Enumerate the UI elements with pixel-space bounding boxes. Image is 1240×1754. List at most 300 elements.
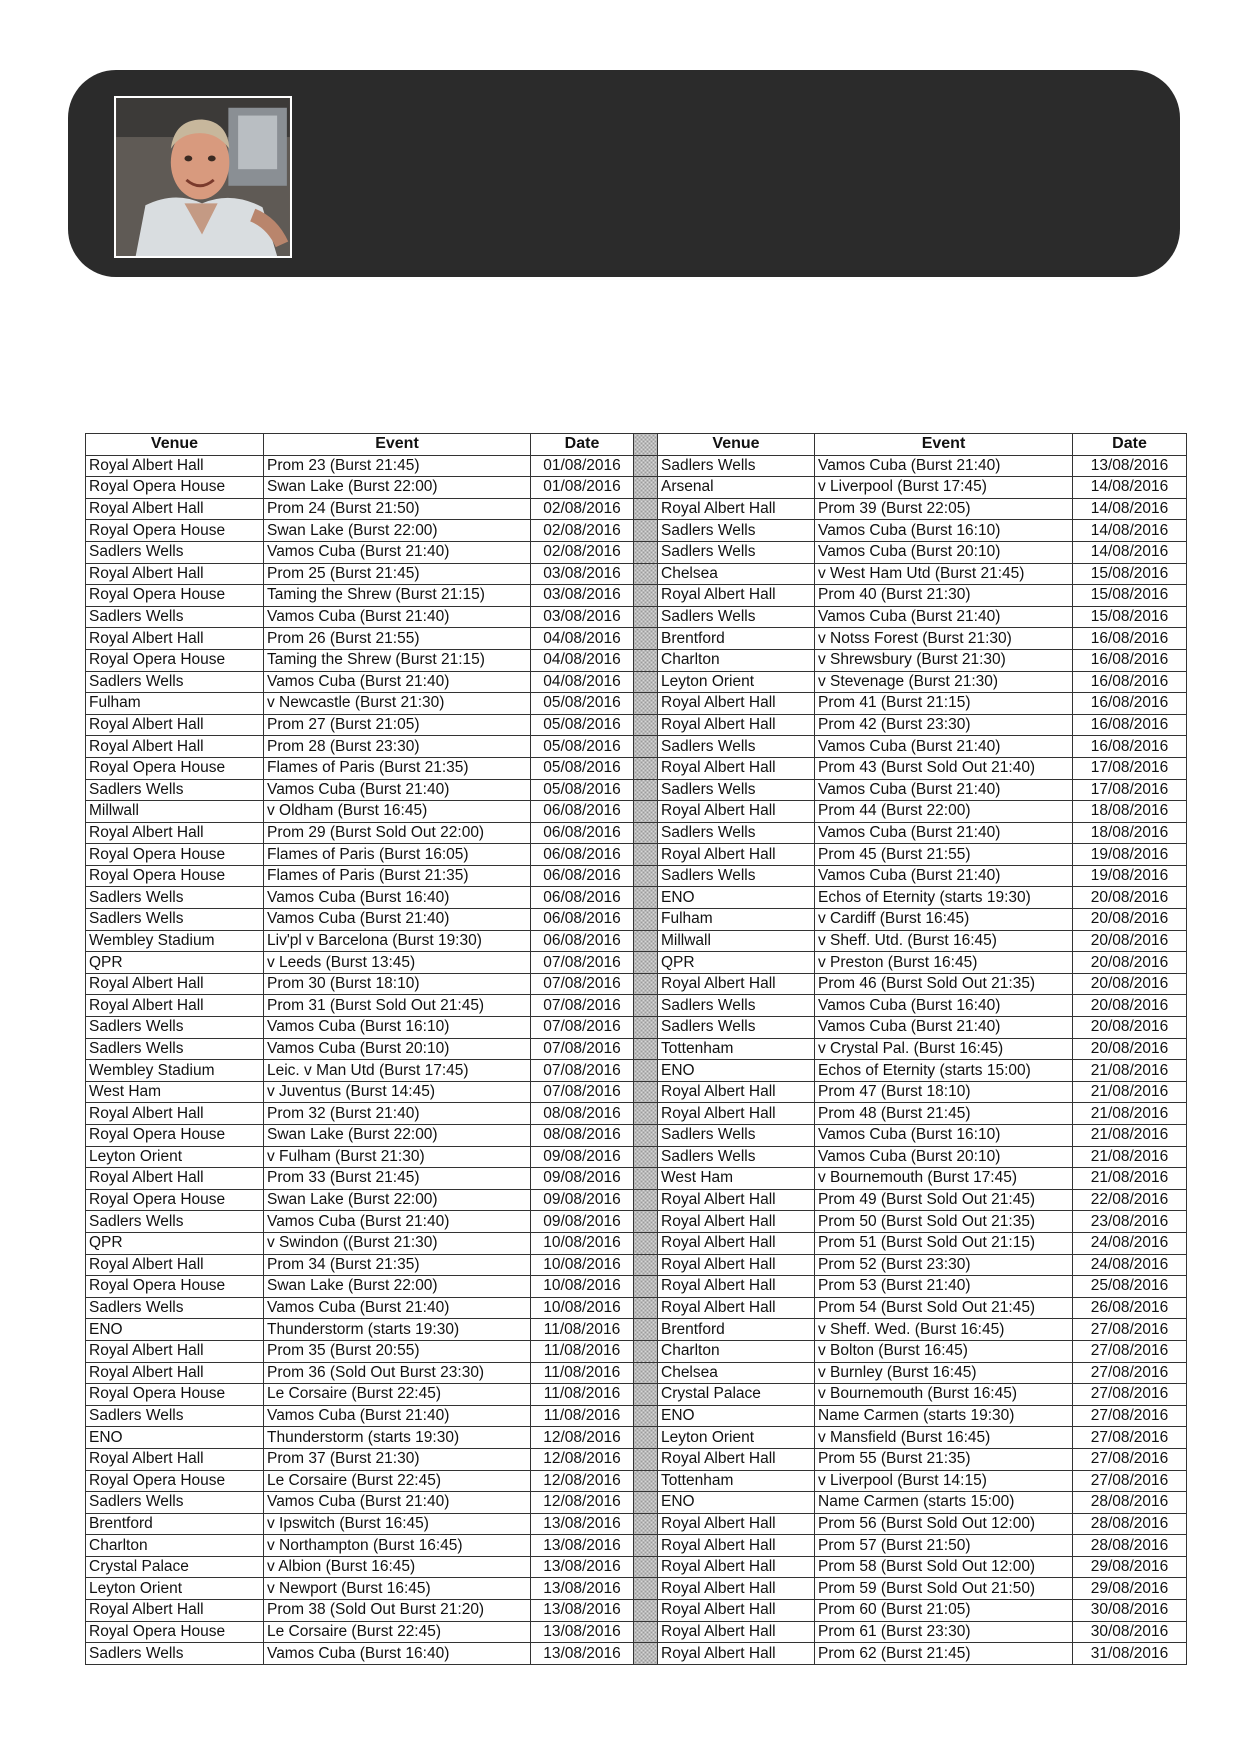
- event-cell: v Stevenage (Burst 21:30): [815, 671, 1073, 693]
- date-cell: 20/08/2016: [1073, 887, 1187, 909]
- date-cell: 08/08/2016: [531, 1125, 634, 1147]
- column-separator: [634, 649, 658, 671]
- table-row: [86, 1254, 1187, 1276]
- table-row: [86, 585, 1187, 607]
- venue-cell: Sadlers Wells: [86, 1211, 264, 1233]
- event-cell: Prom 38 (Sold Out Burst 21:20): [264, 1600, 531, 1622]
- column-separator: [634, 455, 658, 477]
- date-cell: 08/08/2016: [531, 1103, 634, 1125]
- date-cell: 28/08/2016: [1073, 1492, 1187, 1514]
- venue-cell: Royal Albert Hall: [658, 1189, 815, 1211]
- date-cell: 09/08/2016: [531, 1168, 634, 1190]
- venue-cell: ENO: [86, 1427, 264, 1449]
- date-cell: 10/08/2016: [531, 1276, 634, 1298]
- date-cell: 21/08/2016: [1073, 1125, 1187, 1147]
- venue-cell: Brentford: [658, 628, 815, 650]
- column-separator: [634, 1405, 658, 1427]
- event-cell: v Crystal Pal. (Burst 16:45): [815, 1038, 1073, 1060]
- date-cell: 12/08/2016: [531, 1492, 634, 1514]
- date-cell: 21/08/2016: [1073, 1168, 1187, 1190]
- event-cell: Prom 61 (Burst 23:30): [815, 1621, 1073, 1643]
- venue-cell: ENO: [658, 1405, 815, 1427]
- event-cell: v Ipswitch (Burst 16:45): [264, 1513, 531, 1535]
- event-cell: Swan Lake (Burst 22:00): [264, 477, 531, 499]
- date-cell: 16/08/2016: [1073, 671, 1187, 693]
- date-cell: 13/08/2016: [531, 1513, 634, 1535]
- venue-cell: Sadlers Wells: [86, 1017, 264, 1039]
- column-header-event: Event: [264, 434, 531, 456]
- venue-cell: Royal Opera House: [86, 1470, 264, 1492]
- column-separator: [634, 909, 658, 931]
- venue-cell: Royal Opera House: [86, 1276, 264, 1298]
- table-row: [86, 779, 1187, 801]
- date-cell: 14/08/2016: [1073, 541, 1187, 563]
- venue-cell: Royal Opera House: [86, 1621, 264, 1643]
- event-cell: v Bournemouth (Burst 17:45): [815, 1168, 1073, 1190]
- event-cell: Liv'pl v Barcelona (Burst 19:30): [264, 930, 531, 952]
- date-cell: 20/08/2016: [1073, 909, 1187, 931]
- date-cell: 24/08/2016: [1073, 1254, 1187, 1276]
- table-row: [86, 1513, 1187, 1535]
- date-cell: 12/08/2016: [531, 1427, 634, 1449]
- venue-cell: Chelsea: [658, 1362, 815, 1384]
- table-row: [86, 1427, 1187, 1449]
- date-cell: 17/08/2016: [1073, 779, 1187, 801]
- venue-cell: Royal Albert Hall: [658, 1578, 815, 1600]
- table-row: [86, 1319, 1187, 1341]
- column-separator: [634, 1600, 658, 1622]
- venue-cell: Millwall: [658, 930, 815, 952]
- date-cell: 21/08/2016: [1073, 1146, 1187, 1168]
- date-cell: 27/08/2016: [1073, 1405, 1187, 1427]
- column-header-date: Date: [531, 434, 634, 456]
- table-row: [86, 1340, 1187, 1362]
- column-separator: [634, 1125, 658, 1147]
- date-cell: 29/08/2016: [1073, 1556, 1187, 1578]
- venue-cell: Fulham: [86, 693, 264, 715]
- table-row: [86, 909, 1187, 931]
- venue-cell: Royal Albert Hall: [658, 1600, 815, 1622]
- venue-cell: Royal Albert Hall: [658, 1254, 815, 1276]
- profile-photo: [114, 96, 292, 258]
- event-cell: Swan Lake (Burst 22:00): [264, 520, 531, 542]
- venue-cell: QPR: [86, 1232, 264, 1254]
- column-separator: [634, 822, 658, 844]
- date-cell: 11/08/2016: [531, 1384, 634, 1406]
- column-separator: [634, 952, 658, 974]
- event-cell: Vamos Cuba (Burst 16:40): [264, 887, 531, 909]
- column-separator: [634, 1038, 658, 1060]
- date-cell: 09/08/2016: [531, 1146, 634, 1168]
- table-row: [86, 606, 1187, 628]
- venue-cell: Royal Opera House: [86, 585, 264, 607]
- event-cell: Prom 41 (Burst 21:15): [815, 693, 1073, 715]
- venue-cell: Sadlers Wells: [658, 455, 815, 477]
- column-separator: [634, 1297, 658, 1319]
- date-cell: 13/08/2016: [531, 1578, 634, 1600]
- date-cell: 12/08/2016: [531, 1448, 634, 1470]
- table-row: [86, 736, 1187, 758]
- event-cell: Vamos Cuba (Burst 21:40): [815, 822, 1073, 844]
- table-row: [86, 1621, 1187, 1643]
- event-cell: Vamos Cuba (Burst 16:40): [815, 995, 1073, 1017]
- venue-cell: Royal Albert Hall: [86, 1600, 264, 1622]
- table-row: [86, 801, 1187, 823]
- date-cell: 07/08/2016: [531, 1038, 634, 1060]
- event-cell: Prom 45 (Burst 21:55): [815, 844, 1073, 866]
- event-cell: v Fulham (Burst 21:30): [264, 1146, 531, 1168]
- date-cell: 10/08/2016: [531, 1297, 634, 1319]
- date-cell: 01/08/2016: [531, 455, 634, 477]
- date-cell: 13/08/2016: [531, 1556, 634, 1578]
- date-cell: 06/08/2016: [531, 822, 634, 844]
- event-cell: v Burnley (Burst 16:45): [815, 1362, 1073, 1384]
- column-separator: [634, 1556, 658, 1578]
- date-cell: 21/08/2016: [1073, 1081, 1187, 1103]
- table-row: [86, 628, 1187, 650]
- table-row: [86, 865, 1187, 887]
- venue-cell: Sadlers Wells: [658, 995, 815, 1017]
- event-cell: v Sheff. Wed. (Burst 16:45): [815, 1319, 1073, 1341]
- venue-cell: Royal Albert Hall: [86, 995, 264, 1017]
- column-separator: [634, 1362, 658, 1384]
- venue-cell: Royal Albert Hall: [658, 844, 815, 866]
- table-row: [86, 757, 1187, 779]
- venue-cell: West Ham: [658, 1168, 815, 1190]
- table-row: [86, 887, 1187, 909]
- event-cell: v Bournemouth (Burst 16:45): [815, 1384, 1073, 1406]
- column-separator: [634, 930, 658, 952]
- table-row: [86, 1060, 1187, 1082]
- event-cell: v Bolton (Burst 16:45): [815, 1340, 1073, 1362]
- event-cell: v Sheff. Utd. (Burst 16:45): [815, 930, 1073, 952]
- table-row: [86, 693, 1187, 715]
- date-cell: 05/08/2016: [531, 693, 634, 715]
- date-cell: 18/08/2016: [1073, 822, 1187, 844]
- venue-cell: ENO: [658, 1060, 815, 1082]
- event-cell: Prom 50 (Burst Sold Out 21:35): [815, 1211, 1073, 1233]
- table-row: [86, 1125, 1187, 1147]
- event-cell: Prom 27 (Burst 21:05): [264, 714, 531, 736]
- venue-cell: Royal Albert Hall: [658, 1513, 815, 1535]
- event-cell: v Newcastle (Burst 21:30): [264, 693, 531, 715]
- column-separator: [634, 865, 658, 887]
- table-row: [86, 1189, 1187, 1211]
- date-cell: 04/08/2016: [531, 671, 634, 693]
- event-cell: Prom 33 (Burst 21:45): [264, 1168, 531, 1190]
- event-cell: v Newport (Burst 16:45): [264, 1578, 531, 1600]
- date-cell: 19/08/2016: [1073, 865, 1187, 887]
- venue-cell: Royal Albert Hall: [86, 973, 264, 995]
- date-cell: 24/08/2016: [1073, 1232, 1187, 1254]
- venue-cell: Tottenham: [658, 1470, 815, 1492]
- event-cell: Le Corsaire (Burst 22:45): [264, 1470, 531, 1492]
- column-separator: [634, 1578, 658, 1600]
- venue-cell: Royal Albert Hall: [658, 1535, 815, 1557]
- date-cell: 05/08/2016: [531, 736, 634, 758]
- date-cell: 21/08/2016: [1073, 1103, 1187, 1125]
- date-cell: 04/08/2016: [531, 649, 634, 671]
- venue-cell: Royal Albert Hall: [86, 1448, 264, 1470]
- table-row: [86, 1276, 1187, 1298]
- column-header-date: Date: [1073, 434, 1187, 456]
- event-cell: Le Corsaire (Burst 22:45): [264, 1621, 531, 1643]
- date-cell: 15/08/2016: [1073, 585, 1187, 607]
- venue-cell: Royal Opera House: [86, 757, 264, 779]
- date-cell: 28/08/2016: [1073, 1513, 1187, 1535]
- column-separator: [634, 844, 658, 866]
- venue-cell: Royal Albert Hall: [658, 1643, 815, 1665]
- event-cell: Prom 62 (Burst 21:45): [815, 1643, 1073, 1665]
- column-separator: [634, 671, 658, 693]
- event-cell: Vamos Cuba (Burst 16:40): [264, 1643, 531, 1665]
- table-row: [86, 995, 1187, 1017]
- date-cell: 02/08/2016: [531, 520, 634, 542]
- date-cell: 22/08/2016: [1073, 1189, 1187, 1211]
- date-cell: 16/08/2016: [1073, 714, 1187, 736]
- event-cell: Prom 56 (Burst Sold Out 12:00): [815, 1513, 1073, 1535]
- date-cell: 03/08/2016: [531, 606, 634, 628]
- venue-cell: Sadlers Wells: [86, 671, 264, 693]
- event-cell: Swan Lake (Burst 22:00): [264, 1125, 531, 1147]
- date-cell: 13/08/2016: [531, 1621, 634, 1643]
- event-cell: Vamos Cuba (Burst 20:10): [264, 1038, 531, 1060]
- venue-cell: Royal Opera House: [86, 865, 264, 887]
- date-cell: 03/08/2016: [531, 563, 634, 585]
- table-row: [86, 714, 1187, 736]
- venue-cell: Royal Albert Hall: [658, 757, 815, 779]
- table-row: [86, 1081, 1187, 1103]
- column-separator: [634, 1448, 658, 1470]
- table-row: [86, 1492, 1187, 1514]
- date-cell: 20/08/2016: [1073, 952, 1187, 974]
- venue-cell: Sadlers Wells: [658, 1017, 815, 1039]
- column-separator: [634, 693, 658, 715]
- venue-cell: Royal Albert Hall: [86, 1168, 264, 1190]
- event-cell: Vamos Cuba (Burst 21:40): [264, 779, 531, 801]
- date-cell: 20/08/2016: [1073, 1038, 1187, 1060]
- event-cell: Vamos Cuba (Burst 21:40): [815, 1017, 1073, 1039]
- event-cell: Prom 40 (Burst 21:30): [815, 585, 1073, 607]
- table-row: [86, 1232, 1187, 1254]
- venue-cell: Royal Opera House: [86, 1189, 264, 1211]
- event-cell: Prom 48 (Burst 21:45): [815, 1103, 1073, 1125]
- venue-cell: Royal Albert Hall: [86, 822, 264, 844]
- event-cell: Taming the Shrew (Burst 21:15): [264, 585, 531, 607]
- table-row: [86, 1600, 1187, 1622]
- column-separator: [634, 1535, 658, 1557]
- table-row: [86, 1384, 1187, 1406]
- venue-cell: Sadlers Wells: [86, 909, 264, 931]
- event-cell: Vamos Cuba (Burst 16:10): [264, 1017, 531, 1039]
- date-cell: 11/08/2016: [531, 1340, 634, 1362]
- event-cell: Prom 59 (Burst Sold Out 21:50): [815, 1578, 1073, 1600]
- event-cell: Vamos Cuba (Burst 21:40): [264, 671, 531, 693]
- column-separator: [634, 1017, 658, 1039]
- event-cell: Prom 49 (Burst Sold Out 21:45): [815, 1189, 1073, 1211]
- venue-cell: ENO: [86, 1319, 264, 1341]
- venue-cell: Royal Albert Hall: [658, 498, 815, 520]
- venue-cell: Sadlers Wells: [658, 606, 815, 628]
- table-row: [86, 952, 1187, 974]
- column-separator: [634, 606, 658, 628]
- table-row: [86, 520, 1187, 542]
- event-cell: Flames of Paris (Burst 21:35): [264, 865, 531, 887]
- venue-cell: Sadlers Wells: [658, 541, 815, 563]
- venue-cell: Royal Albert Hall: [658, 714, 815, 736]
- date-cell: 11/08/2016: [531, 1362, 634, 1384]
- venue-cell: Crystal Palace: [658, 1384, 815, 1406]
- event-cell: Vamos Cuba (Burst 21:40): [815, 606, 1073, 628]
- column-header-venue: Venue: [86, 434, 264, 456]
- table-row: [86, 1103, 1187, 1125]
- venue-cell: Royal Albert Hall: [86, 1362, 264, 1384]
- event-cell: v West Ham Utd (Burst 21:45): [815, 563, 1073, 585]
- date-cell: 06/08/2016: [531, 887, 634, 909]
- event-cell: Prom 28 (Burst 23:30): [264, 736, 531, 758]
- date-cell: 11/08/2016: [531, 1405, 634, 1427]
- date-cell: 13/08/2016: [1073, 455, 1187, 477]
- events-table: [85, 433, 1187, 1665]
- date-cell: 27/08/2016: [1073, 1340, 1187, 1362]
- venue-cell: Sadlers Wells: [86, 1492, 264, 1514]
- column-header-event: Event: [815, 434, 1073, 456]
- venue-cell: ENO: [658, 1492, 815, 1514]
- date-cell: 17/08/2016: [1073, 757, 1187, 779]
- event-cell: Le Corsaire (Burst 22:45): [264, 1384, 531, 1406]
- event-cell: v Mansfield (Burst 16:45): [815, 1427, 1073, 1449]
- column-separator: [634, 1103, 658, 1125]
- date-cell: 21/08/2016: [1073, 1060, 1187, 1082]
- event-cell: Name Carmen (starts 19:30): [815, 1405, 1073, 1427]
- event-cell: Vamos Cuba (Burst 16:10): [815, 520, 1073, 542]
- table-row: [86, 1211, 1187, 1233]
- table-row: [86, 541, 1187, 563]
- event-cell: Prom 53 (Burst 21:40): [815, 1276, 1073, 1298]
- event-cell: Prom 30 (Burst 18:10): [264, 973, 531, 995]
- table-row: [86, 1146, 1187, 1168]
- table-row: [86, 1470, 1187, 1492]
- date-cell: 10/08/2016: [531, 1254, 634, 1276]
- event-cell: Vamos Cuba (Burst 21:40): [264, 1297, 531, 1319]
- column-separator: [634, 1254, 658, 1276]
- date-cell: 19/08/2016: [1073, 844, 1187, 866]
- date-cell: 02/08/2016: [531, 498, 634, 520]
- date-cell: 27/08/2016: [1073, 1384, 1187, 1406]
- venue-cell: Royal Albert Hall: [86, 455, 264, 477]
- venue-cell: Arsenal: [658, 477, 815, 499]
- table-row: [86, 1168, 1187, 1190]
- venue-cell: Royal Albert Hall: [658, 1103, 815, 1125]
- venue-cell: Royal Albert Hall: [658, 693, 815, 715]
- date-cell: 29/08/2016: [1073, 1578, 1187, 1600]
- venue-cell: Sadlers Wells: [86, 1297, 264, 1319]
- table-row: [86, 1362, 1187, 1384]
- table-row: [86, 1448, 1187, 1470]
- venue-cell: Charlton: [658, 649, 815, 671]
- venue-cell: Brentford: [86, 1513, 264, 1535]
- column-separator: [634, 1643, 658, 1665]
- date-cell: 27/08/2016: [1073, 1470, 1187, 1492]
- venue-cell: Leyton Orient: [86, 1146, 264, 1168]
- table-row: [86, 455, 1187, 477]
- date-cell: 28/08/2016: [1073, 1535, 1187, 1557]
- event-cell: Echos of Eternity (starts 15:00): [815, 1060, 1073, 1082]
- column-separator: [634, 779, 658, 801]
- column-separator: [634, 995, 658, 1017]
- date-cell: 03/08/2016: [531, 585, 634, 607]
- venue-cell: Royal Opera House: [86, 520, 264, 542]
- date-cell: 16/08/2016: [1073, 649, 1187, 671]
- date-cell: 20/08/2016: [1073, 995, 1187, 1017]
- venue-cell: Sadlers Wells: [86, 887, 264, 909]
- venue-cell: Sadlers Wells: [86, 1038, 264, 1060]
- column-separator: [634, 434, 658, 456]
- date-cell: 06/08/2016: [531, 844, 634, 866]
- date-cell: 30/08/2016: [1073, 1621, 1187, 1643]
- venue-cell: Sadlers Wells: [658, 736, 815, 758]
- event-cell: Prom 46 (Burst Sold Out 21:35): [815, 973, 1073, 995]
- date-cell: 27/08/2016: [1073, 1319, 1187, 1341]
- table-row: [86, 1535, 1187, 1557]
- venue-cell: Royal Albert Hall: [86, 714, 264, 736]
- date-cell: 06/08/2016: [531, 930, 634, 952]
- event-cell: v Liverpool (Burst 14:15): [815, 1470, 1073, 1492]
- date-cell: 25/08/2016: [1073, 1276, 1187, 1298]
- event-cell: Vamos Cuba (Burst 21:40): [264, 1492, 531, 1514]
- event-cell: Prom 57 (Burst 21:50): [815, 1535, 1073, 1557]
- date-cell: 20/08/2016: [1073, 930, 1187, 952]
- column-separator: [634, 1384, 658, 1406]
- venue-cell: Royal Albert Hall: [658, 1556, 815, 1578]
- venue-cell: West Ham: [86, 1081, 264, 1103]
- column-separator: [634, 1513, 658, 1535]
- date-cell: 16/08/2016: [1073, 628, 1187, 650]
- event-cell: Vamos Cuba (Burst 21:40): [264, 541, 531, 563]
- venue-cell: Royal Albert Hall: [658, 1081, 815, 1103]
- table-row: [86, 671, 1187, 693]
- venue-cell: Royal Albert Hall: [658, 1232, 815, 1254]
- date-cell: 26/08/2016: [1073, 1297, 1187, 1319]
- event-cell: Echos of Eternity (starts 19:30): [815, 887, 1073, 909]
- event-cell: Taming the Shrew (Burst 21:15): [264, 649, 531, 671]
- date-cell: 07/08/2016: [531, 995, 634, 1017]
- event-cell: Prom 24 (Burst 21:50): [264, 498, 531, 520]
- venue-cell: Leyton Orient: [86, 1578, 264, 1600]
- event-cell: Vamos Cuba (Burst 21:40): [815, 865, 1073, 887]
- table-row: [86, 498, 1187, 520]
- table-row: [86, 1038, 1187, 1060]
- event-cell: Vamos Cuba (Burst 21:40): [264, 1405, 531, 1427]
- event-cell: v Oldham (Burst 16:45): [264, 801, 531, 823]
- event-cell: Vamos Cuba (Burst 21:40): [815, 455, 1073, 477]
- venue-cell: Millwall: [86, 801, 264, 823]
- venue-cell: QPR: [658, 952, 815, 974]
- venue-cell: Charlton: [658, 1340, 815, 1362]
- table-row: [86, 1297, 1187, 1319]
- venue-cell: Royal Opera House: [86, 477, 264, 499]
- venue-cell: Sadlers Wells: [658, 1125, 815, 1147]
- event-cell: Leic. v Man Utd (Burst 17:45): [264, 1060, 531, 1082]
- column-separator: [634, 1168, 658, 1190]
- date-cell: 14/08/2016: [1073, 498, 1187, 520]
- venue-cell: Sadlers Wells: [86, 606, 264, 628]
- date-cell: 09/08/2016: [531, 1189, 634, 1211]
- event-cell: Prom 58 (Burst Sold Out 12:00): [815, 1556, 1073, 1578]
- date-cell: 27/08/2016: [1073, 1362, 1187, 1384]
- column-separator: [634, 1427, 658, 1449]
- table-header-row: [86, 434, 1187, 456]
